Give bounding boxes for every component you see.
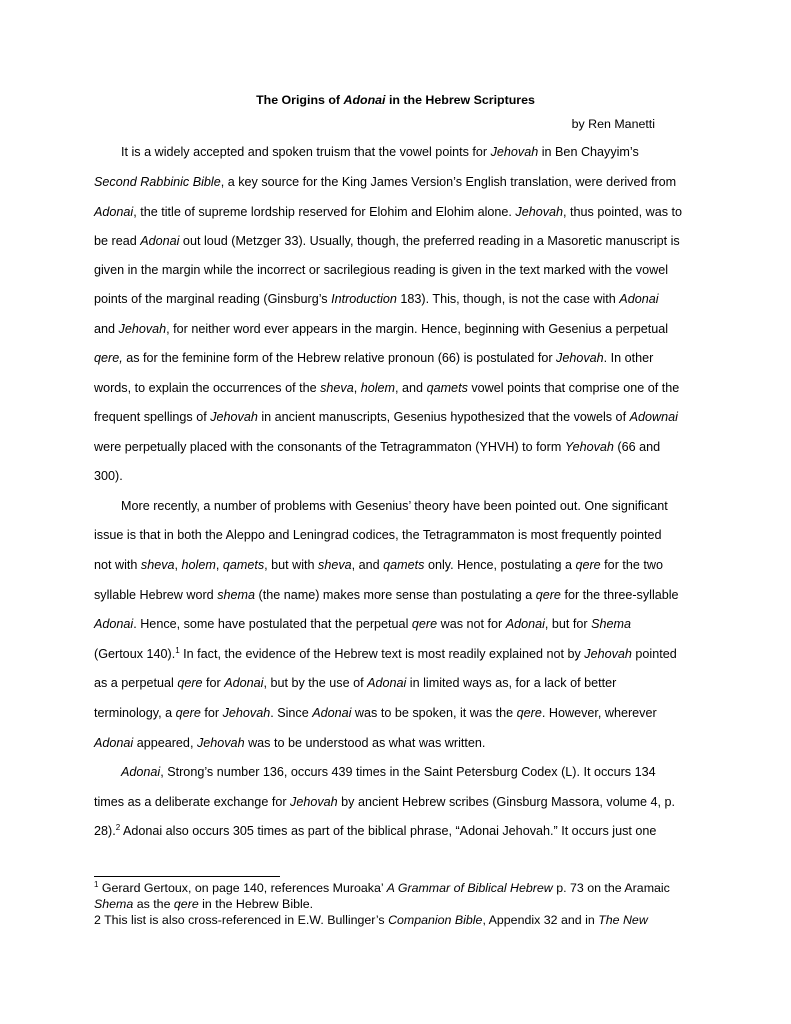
body-line-16 [94,587,679,603]
text-run: times as a deliberate exchange for [94,795,291,809]
footnote-marker: 1 [175,646,180,655]
body-line-18 [94,646,677,662]
text-run: , Strong’s number 136, occurs 439 times in the Saint Petersburg Codex (L). It occurs 134 [160,765,656,779]
text-run: . However, wherever [541,706,657,720]
italic-term: qere, [94,351,123,365]
italic-term: Shema [591,617,632,631]
italic-term: shema [217,588,256,602]
text-run: . Hence, some have postulated that the perpetual [133,617,412,631]
footnote-line-2 [94,897,313,912]
italic-term: qere [411,617,438,631]
body-line-10 [94,409,678,425]
italic-term: qere [173,897,199,911]
text-run: It is a widely accepted and spoken truism that the vowel points for [121,145,491,159]
text-run: . Since [270,706,313,720]
italic-term: holem [181,558,216,572]
body-line-6 [94,291,659,307]
italic-term: Jehovah [290,795,338,809]
italic-term: A Grammar of Biblical Hebrew [386,881,553,895]
italic-term: qamets [426,381,468,395]
italic-term: qamets [383,558,425,572]
text-run: 28). [94,824,116,838]
text-run: , [353,381,361,395]
text-run: , and [351,558,384,572]
text-run: 2 This list is also cross-referenced in E.W. Bullinger’s [94,913,389,927]
text-run: by ancient Hebrew scribes (Ginsburg Massora, volume 4, p. [337,795,676,809]
italic-term: Yehovah [564,440,614,454]
text-run: (Gertoux 140). [94,647,176,661]
italic-term: qere [177,676,203,690]
text-run: pointed [631,647,677,661]
text-run: , Appendix 32 and in [482,913,599,927]
text-run: 183). This, though, is not the case with [396,292,620,306]
body-line-4 [94,233,680,249]
italic-term: Jehovah [196,736,245,750]
text-run: and [94,322,119,336]
body-line-17 [94,616,631,632]
text-run: Gerard Gertoux, on page 140, references Muroaka’ [98,881,387,895]
text-run: as the [133,897,174,911]
text-run: vowel points that comprise one of the [467,381,680,395]
italic-term: Companion Bible [388,913,483,927]
italic-term: Adonai [367,676,407,690]
body-line-3 [94,204,682,220]
italic-term: qere [535,588,561,602]
text-run: out loud (Metzger 33). Usually, though, the preferred reading in a Masoretic manuscript is [179,234,680,248]
text-run: . In other [603,351,654,365]
text-run: , but for [544,617,592,631]
body-line-13 [121,498,668,514]
body-line-21 [94,735,485,751]
italic-term: holem [360,381,396,395]
text-run: for the two [600,558,663,572]
italic-term: qere [175,706,201,720]
italic-term: Adonai [94,617,134,631]
text-run: (66 and [613,440,661,454]
italic-term: Jehovah [118,322,167,336]
body-line-9 [94,380,679,396]
text-run: for the three-syllable [560,588,679,602]
text-run: issue is that in both the Aleppo and Leningrad codices, the Tetragrammaton is most frequently pointed [94,528,662,542]
italic-term: qere [575,558,601,572]
body-line-15 [94,557,663,573]
text-run: in limited ways as, for a lack of better [406,676,617,690]
footnote-marker: 1 [94,880,99,889]
text-run: , but by the use of [263,676,368,690]
text-run: as a perpetual [94,676,178,690]
body-line-1 [121,144,639,160]
text-run: p. 73 on the Aramaic [552,881,670,895]
body-line-24 [94,823,656,839]
text-run: 300). [94,469,123,483]
text-run: was to be understood as what was written. [244,736,486,750]
italic-term: Jehovah [210,410,258,424]
footnote-marker: 2 [115,823,121,832]
body-line-11 [94,439,660,455]
text-run: words, to explain the occurrences of the [94,381,321,395]
italic-term: Jehovah [222,706,271,720]
text-run: for [202,676,225,690]
italic-term: Adonai [140,234,180,248]
italic-term: Adonai [619,292,659,306]
italic-term: qamets [222,558,265,572]
italic-term: The New [598,913,648,927]
text-run: was not for [437,617,506,631]
text-run: in ancient manuscripts, Gesenius hypothesized that the vowels of [257,410,630,424]
text-run: were perpetually placed with the consonants of the Tetragrammaton (YHVH) to form [94,440,565,454]
text-run: , a key source for the King James Version’s English translation, were derived from [220,175,677,189]
text-run: points of the marginal reading (Ginsburg’s [94,292,332,306]
italic-term: Adonai [505,617,545,631]
italic-term: Adownai [629,410,678,424]
italic-term: sheva [320,381,354,395]
text-run: More recently, a number of problems with Gesenius’ theory have been pointed out. One significant [121,499,668,513]
text-run: , but with [264,558,319,572]
italic-term: Jehovah [584,647,632,661]
italic-term: Adonai [94,736,134,750]
italic-term: Adonai [94,205,134,219]
text-run: , [215,558,223,572]
italic-term: Adonai [121,765,161,779]
footnote-line-1 [94,881,670,896]
text-run: be read [94,234,141,248]
text-run: , thus pointed, was to [563,205,683,219]
title-italic: Adonai [343,93,386,107]
author-byline: by Ren Manetti [571,117,655,131]
text-run: in Ben Chayyim’s [538,145,639,159]
text-run: frequent spellings of [94,410,211,424]
body-line-2 [94,174,676,190]
italic-term: Second Rabbinic Bible [94,175,221,189]
italic-term: qere [516,706,542,720]
text-run: syllable Hebrew word [94,588,218,602]
text-run: , the title of supreme lordship reserved for Elohim and Elohim alone. [133,205,516,219]
footnote-separator [94,876,280,877]
text-run: only. Hence, postulating a [424,558,576,572]
text-run: in the Hebrew Bible. [198,897,314,911]
text-run: as for the feminine form of the Hebrew relative pronoun (66) is postulated for [122,351,557,365]
title-suffix: in the Hebrew Scriptures [385,93,535,107]
body-line-19 [94,675,616,691]
body-line-7 [94,321,668,337]
body-line-23 [94,794,675,810]
text-run: , [174,558,182,572]
body-line-12 [94,468,123,484]
italic-term: Adonai [224,676,264,690]
text-run: (the name) makes more sense than postulating a [255,588,536,602]
italic-term: Jehovah [490,145,539,159]
text-run: Adonai also occurs 305 times as part of the biblical phrase, “Adonai Jehovah.” It occurs just one [120,824,657,838]
italic-term: Jehovah [515,205,564,219]
text-run: , for neither word ever appears in the margin. Hence, beginning with Gesenius a perpetual [166,322,669,336]
body-line-20 [94,705,657,721]
italic-term: sheva [140,558,175,572]
document-title [0,92,791,108]
italic-term: Adonai [312,706,352,720]
text-run: terminology, a [94,706,176,720]
text-run: given in the margin while the incorrect or sacrilegious reading is given in the text marked with the vowel [94,263,668,277]
italic-term: Shema [94,897,134,911]
text-run: In fact, the evidence of the Hebrew text is most readily explained not by [179,647,585,661]
text-run: appeared, [133,736,197,750]
text-run: for [200,706,223,720]
text-run: not with [94,558,141,572]
text-run: was to be spoken, it was the [351,706,517,720]
body-line-5 [94,262,668,278]
italic-term: Introduction [331,292,397,306]
italic-term: Jehovah [556,351,604,365]
italic-term: sheva [318,558,352,572]
body-line-8 [94,350,653,366]
text-run: , and [395,381,427,395]
title-prefix: The Origins of [256,93,344,107]
body-line-14 [94,527,662,543]
body-line-22 [121,764,656,780]
footnote-line-3 [94,913,648,928]
